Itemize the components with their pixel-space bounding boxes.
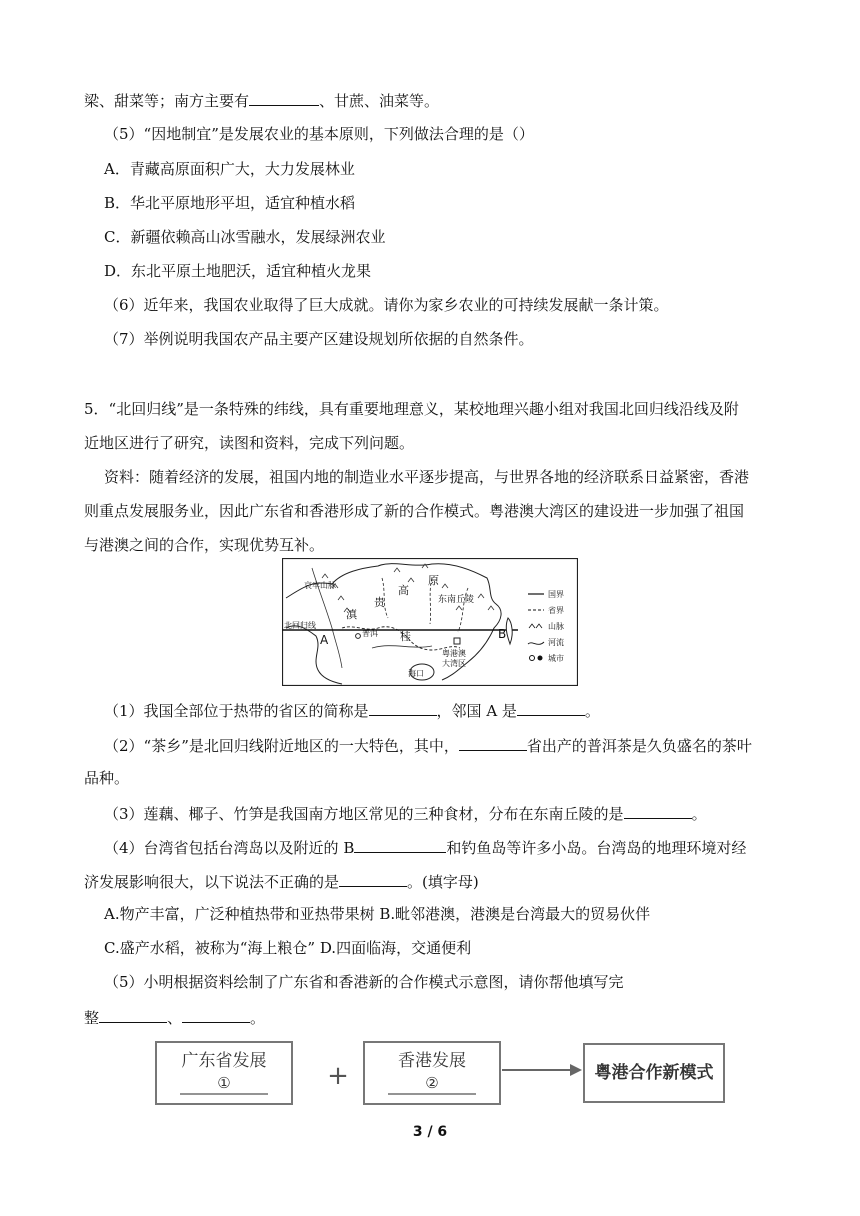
plus-sign: +: [327, 1061, 349, 1091]
legend-label: 城市: [548, 654, 564, 663]
q5-text: 。: [691, 805, 707, 823]
q5-intro-1: 5．“北回归线”是一条特殊的纬线，具有重要地理意义，某校地理兴趣小组对我国北回归线沿线及附: [84, 400, 739, 418]
map-label: 普洱: [362, 629, 378, 638]
map-label-b: B: [498, 627, 507, 641]
answer-blank[interactable]: [517, 699, 585, 716]
q4-sub5: （5）“因地制宜”是发展农业的基本原则，下列做法合理的是（）: [104, 125, 534, 143]
q5-text: 和钓鱼岛等许多小岛。台湾岛的地理环境对经: [446, 839, 747, 857]
q5-text: （4）台湾省包括台湾岛以及附近的 B: [104, 839, 355, 857]
gbay-marker: [454, 638, 460, 644]
q5-sub5: （5）小明根据资料绘制了广东省和香港新的合作模式示意图，请你帮他填写完: [104, 973, 624, 991]
q5-sub1: [104, 699, 600, 721]
box-new-model-label: 粤港合作新模式: [594, 1063, 714, 1083]
q4-line-1: [84, 89, 439, 111]
q5-material-1: 资料：随着经济的发展，祖国内地的制造业水平逐步提高，与世界各地的经济联系日益紧密，香港: [104, 468, 750, 486]
q4-text: 、甘蔗、油菜等。: [319, 92, 440, 110]
q5-material-2: 则重点发展服务业，因此广东省和香港形成了新的合作模式。粤港澳大湾区的建设进一步加强了祖国: [84, 502, 745, 520]
q4-option-b: B．华北平原地形平坦，适宜种植水稻: [104, 194, 356, 212]
legend-label: 山脉: [548, 622, 564, 631]
q4-option-d: D．东北平原土地肥沃，适宜种植火龙果: [104, 262, 372, 280]
q5-text: 。: [584, 702, 600, 720]
page-number: 3 / 6: [412, 1124, 448, 1140]
answer-blank[interactable]: [99, 1006, 167, 1023]
q5-text: （3）莲藕、椰子、竹笋是我国南方地区常见的三种食材，分布在东南丘陵的是: [104, 805, 624, 823]
legend-label: 河流: [548, 638, 564, 647]
q5-sub2-cont: 品种。: [84, 769, 130, 787]
q5-text: 、: [167, 1009, 183, 1027]
q5-text: 整: [84, 1009, 100, 1027]
q5-text: 济发展影响很大，以下说法不正确的是: [84, 873, 340, 891]
legend-label: 国界: [548, 590, 564, 599]
map-label: 哀牢山脉: [304, 581, 336, 590]
q5-intro-2: 近地区进行了研究，读图和资料，完成下列问题。: [84, 434, 415, 452]
box-hongkong-number: ②: [425, 1074, 439, 1092]
map-label: 原: [428, 574, 439, 587]
answer-blank[interactable]: [182, 1006, 250, 1023]
answer-blank[interactable]: [339, 870, 407, 887]
box-guangdong-number: ①: [217, 1074, 231, 1092]
map-label: 大湾区: [442, 659, 466, 668]
box-hongkong-title: 香港发展: [398, 1051, 466, 1071]
answer-blank[interactable]: [249, 89, 319, 106]
answer-blank[interactable]: [369, 699, 437, 716]
q5-sub5-cont: [84, 1006, 265, 1028]
q5-sub4-options-cd: C.盛产水稻，被称为“海上粮仓” D.四面临海，交通便利: [104, 939, 472, 957]
map-label-a: A: [320, 633, 329, 647]
q5-text: （2）“茶乡”是北回归线附近地区的一大特色，其中，: [104, 737, 459, 755]
q4-sub6: （6）近年来，我国农业取得了巨大成就。请你为家乡农业的可持续发展献一条计策。: [104, 296, 669, 314]
q5-text: 省出产的普洱茶是久负盛名的茶叶: [526, 737, 752, 755]
cooperation-flow-diagram: [150, 1038, 730, 1110]
city-marker: [356, 634, 361, 639]
q5-sub4: [104, 836, 746, 858]
arrow-head-icon: [570, 1064, 582, 1076]
map-label: 海口: [408, 669, 424, 678]
q5-sub4-cont: [84, 870, 479, 892]
legend-label: 省界: [548, 606, 564, 615]
map-label: 北回归线: [284, 621, 316, 630]
map-label: 滇: [346, 608, 357, 621]
q5-sub2: [104, 734, 752, 756]
q5-text: 。: [250, 1009, 266, 1027]
map-label: 贵: [374, 596, 385, 609]
q4-sub7: （7）举例说明我国农产品主要产区建设规划所依据的自然条件。: [104, 330, 534, 348]
q5-text: （1）我国全部位于热带的省区的简称是: [104, 702, 369, 720]
map-label: 粤港澳: [442, 649, 466, 658]
answer-blank[interactable]: [624, 802, 692, 819]
answer-blank[interactable]: [354, 836, 446, 853]
q5-sub4-options-ab: A.物产丰富，广泛种植热带和亚热带果树 B.毗邻港澳，港澳是台湾最大的贸易伙伴: [104, 905, 651, 923]
q5-text: ，邻国 A 是: [436, 702, 517, 720]
q5-sub3: [104, 802, 707, 824]
q4-option-a: A．青藏高原面积广大，大力发展林业: [104, 160, 355, 178]
map-label: 东南丘陵: [438, 595, 475, 605]
map-label: 桂: [400, 630, 411, 643]
q5-material-3: 与港澳之间的合作，实现优势互补。: [84, 536, 325, 554]
q5-text: 。(填字母): [407, 873, 479, 891]
q4-option-c: C．新疆依赖高山冰雪融水，发展绿洲农业: [104, 228, 386, 246]
answer-blank[interactable]: [459, 734, 527, 751]
tropic-region-map: [282, 558, 578, 686]
box-guangdong-title: 广东省发展: [181, 1051, 267, 1071]
q4-text: 梁、甜菜等；南方主要有: [84, 92, 250, 110]
map-label: 高: [398, 584, 409, 597]
